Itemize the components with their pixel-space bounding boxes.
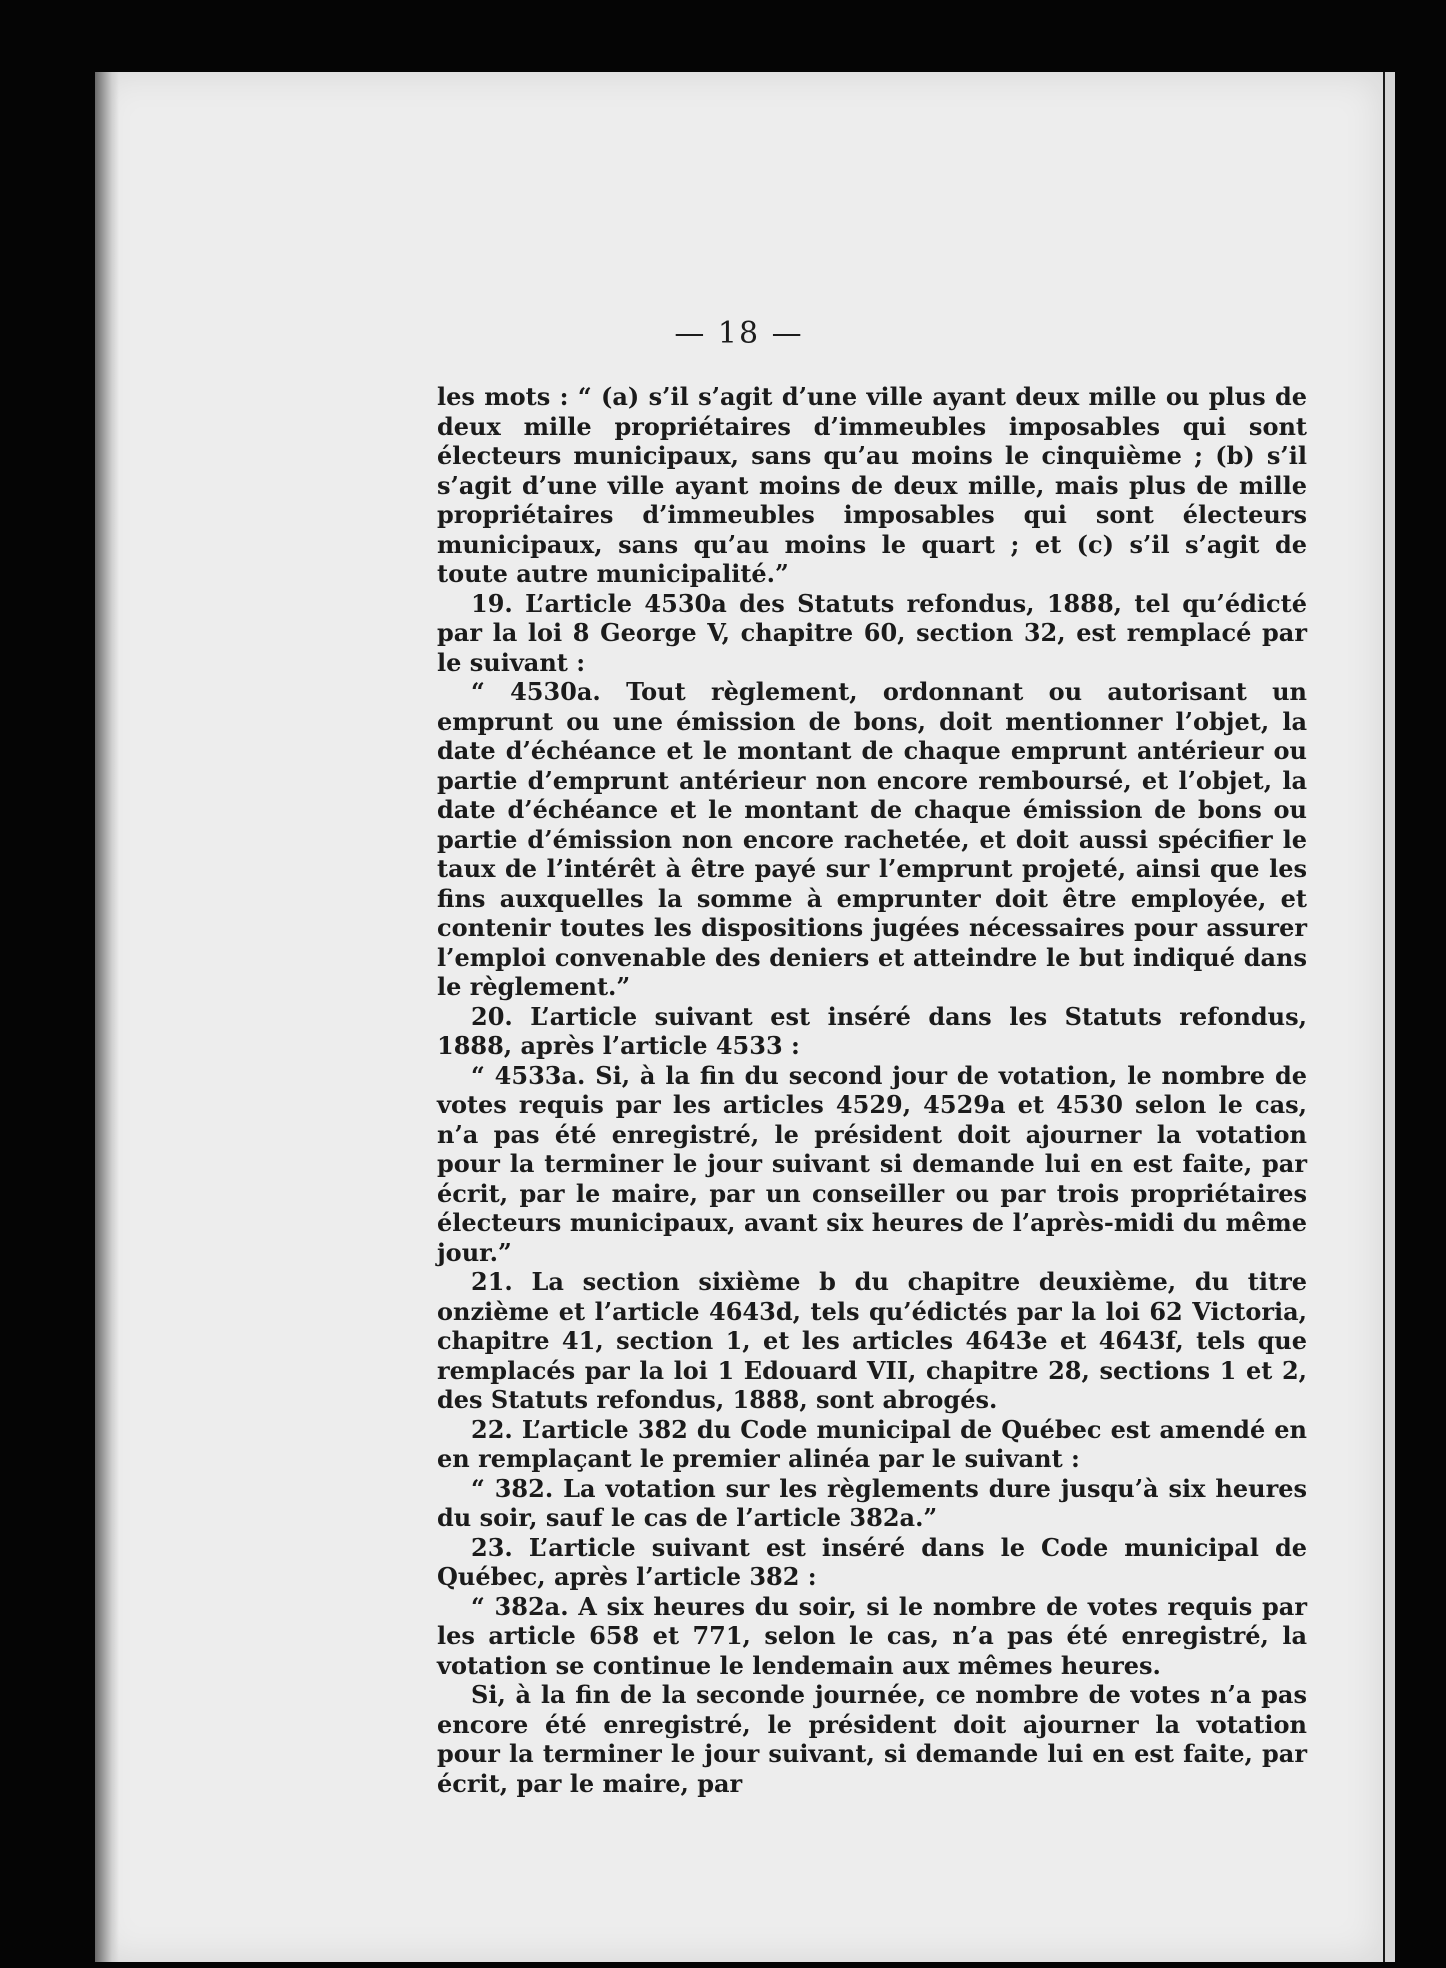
paragraph-article-22: 22. L’article 382 du Code municipal de Québec est amendé en en remplaçant le premier alinéa par le suivant : — [437, 1414, 1307, 1473]
paragraph-article-21: 21. La section sixième b du chapitre deuxième, du titre onzième et l’article 4643d, tels qu’édictés par la loi 62 Victoria, chapitre 41, section 1, et les articles 4643e et 4643f, tels que remplacés par la loi 1 Edouard VII, chapitre 28, sections 1 et 2, des Statuts refondus, 1888, sont abrogés. — [437, 1267, 1307, 1414]
scanned-page — [95, 72, 1383, 1962]
page-left-edge-shadow — [95, 72, 119, 1962]
paragraph-article-23: 23. L’article suivant est inséré dans le Code municipal de Québec, après l’article 382 : — [437, 1532, 1307, 1591]
page-right-edge — [1383, 72, 1395, 1962]
page-number: — 18 — — [674, 316, 804, 351]
paragraph-article-4530a: “ 4530a. Tout règlement, ordonnant ou autorisant un emprunt ou une émission de bons, doit mentionner l’objet, la date d’échéance et le montant de chaque emprunt antérieur ou partie d’emprunt antérieur non encore remboursé, et l’objet, la date d’échéance et le montant de chaque émission de bons ou partie d’émission non encore rachetée, et doit aussi spécifier le taux de l’intérêt à être payé sur l’emprunt projeté, ainsi que les fins auxquelles la somme à emprunter doit être employée, et contenir toutes les dispositions jugées nécessaires pour assurer l’emploi convenable des deniers et atteindre le but indiqué dans le règlement.” — [437, 677, 1307, 1001]
paragraph-article-382a-continued: Si, à la fin de la seconde journée, ce nombre de votes n’a pas encore été enregistré, le président doit ajourner la votation pour la terminer le jour suivant, si demande lui en est faite, par écrit, par le maire, par — [437, 1680, 1307, 1798]
paragraph-article-382: “ 382. La votation sur les règlements dure jusqu’à six heures du soir, sauf le cas de l’article 382a.” — [437, 1473, 1307, 1532]
paragraph-article-382a: “ 382a. A six heures du soir, si le nombre de votes requis par les article 658 et 771, selon le cas, n’a pas été enregistré, la votation se continue le lendemain aux mêmes heures. — [437, 1591, 1307, 1680]
paragraph-article-4533a: “ 4533a. Si, à la fin du second jour de votation, le nombre de votes requis par les articles 4529, 4529a et 4530 selon le cas, n’a pas été enregistré, le président doit ajourner la votation pour la terminer le jour suivant si demande lui en est faite, par écrit, par le maire, par un conseiller ou par trois propriétaires électeurs municipaux, avant six heures de l’après-midi du même jour.” — [437, 1060, 1307, 1267]
paragraph-continuation: les mots : “ (a) s’il s’agit d’une ville ayant deux mille ou plus de deux mille propriétaires d’immeubles imposables qui sont électeurs municipaux, sans qu’au moins le cinquième ; (b) s’il s’agit d’une ville ayant moins de deux mille, mais plus de mille propriétaires d’immeubles imposables qui sont électeurs municipaux, sans qu’au moins le quart ; et (c) s’il s’agit de toute autre municipalité.” — [437, 382, 1307, 588]
paragraph-article-19: 19. L’article 4530a des Statuts refondus, 1888, tel qu’édicté par la loi 8 George V, chapitre 60, section 32, est remplacé par le suivant : — [437, 588, 1307, 677]
page-body — [437, 382, 1307, 1798]
paragraph-article-20: 20. L’article suivant est inséré dans les Statuts refondus, 1888, après l’article 4533 : — [437, 1001, 1307, 1060]
